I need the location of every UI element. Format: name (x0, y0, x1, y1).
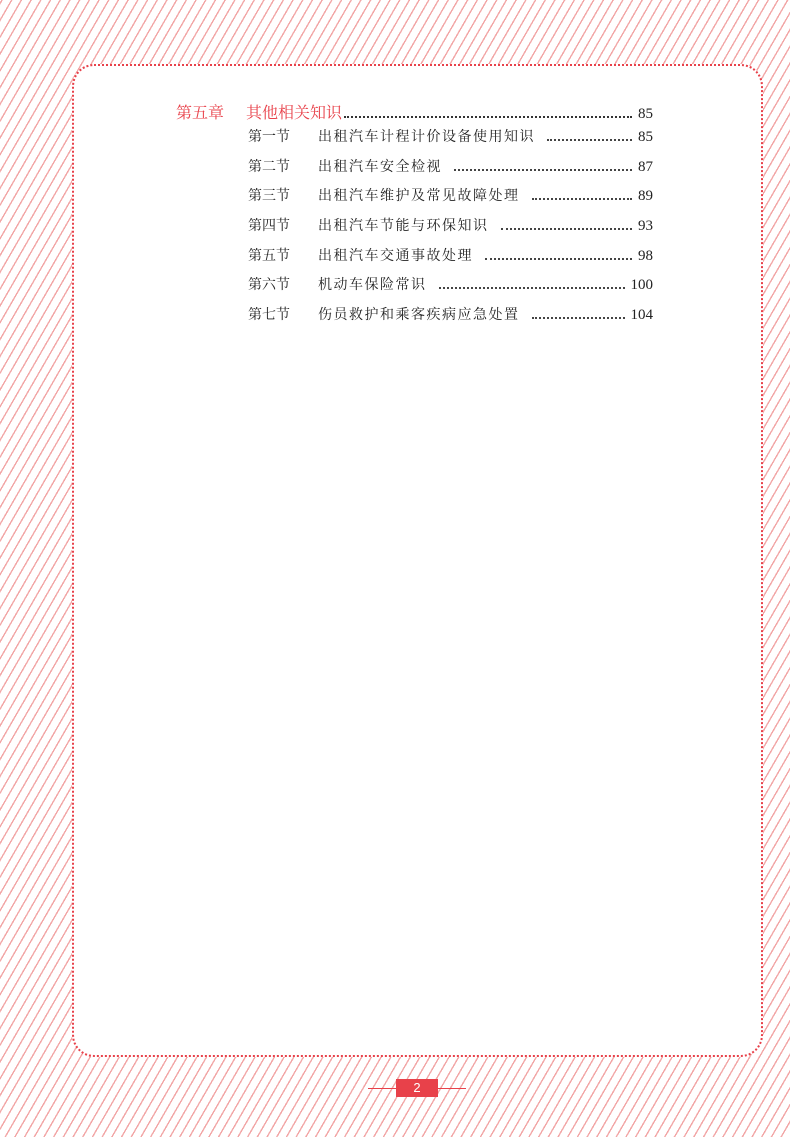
toc-chapter-row[interactable] (176, 100, 653, 126)
chapter-number: 第五章 (176, 103, 225, 122)
section-title: 出租汽车安全检视 (318, 158, 442, 175)
section-number: 第六节 (248, 277, 290, 294)
section-number: 第二节 (248, 158, 290, 175)
section-page-number: 87 (638, 158, 653, 175)
dot-leader (501, 228, 633, 230)
toc-section-row[interactable] (248, 304, 653, 334)
toc-section-row[interactable] (248, 126, 653, 156)
section-number: 第七节 (248, 307, 290, 324)
toc-section-row[interactable] (248, 185, 653, 215)
section-title: 机动车保险常识 (318, 277, 427, 294)
dot-leader (532, 317, 625, 319)
section-page-number: 98 (638, 247, 653, 264)
toc-section-row[interactable] (248, 156, 653, 186)
section-page-number: 93 (638, 218, 653, 235)
section-number: 第一节 (248, 129, 290, 145)
footer-rule-left (368, 1088, 398, 1089)
section-number: 第四节 (248, 218, 290, 235)
dot-leader (547, 139, 632, 141)
dot-leader (454, 169, 632, 171)
toc-section-row[interactable] (248, 215, 653, 245)
section-title: 出租汽车交通事故处理 (318, 247, 473, 264)
chapter-page-number: 85 (638, 106, 653, 122)
section-title: 出租汽车节能与环保知识 (318, 218, 489, 235)
section-page-number: 85 (638, 129, 653, 145)
toc-section-row[interactable] (248, 245, 653, 275)
section-page-number: 89 (638, 188, 653, 205)
page-number-badge: 2 (396, 1079, 438, 1097)
section-title: 出租汽车计程计价设备使用知识 (318, 129, 535, 145)
section-page-number: 100 (630, 277, 653, 294)
section-title: 伤员救护和乘客疾病应急处置 (318, 307, 520, 324)
dot-leader (344, 116, 632, 118)
dot-leader (532, 198, 633, 200)
page-footer (368, 1079, 466, 1099)
chapter-title: 其他相关知识 (246, 103, 343, 122)
section-number: 第三节 (248, 188, 290, 205)
section-title: 出租汽车维护及常见故障处理 (318, 188, 520, 205)
dot-leader (485, 258, 632, 260)
footer-rule-right (436, 1088, 466, 1089)
section-page-number: 104 (630, 307, 653, 324)
table-of-contents (176, 100, 653, 334)
toc-section-row[interactable] (248, 274, 653, 304)
section-number: 第五节 (248, 247, 290, 264)
dot-leader (439, 287, 625, 289)
